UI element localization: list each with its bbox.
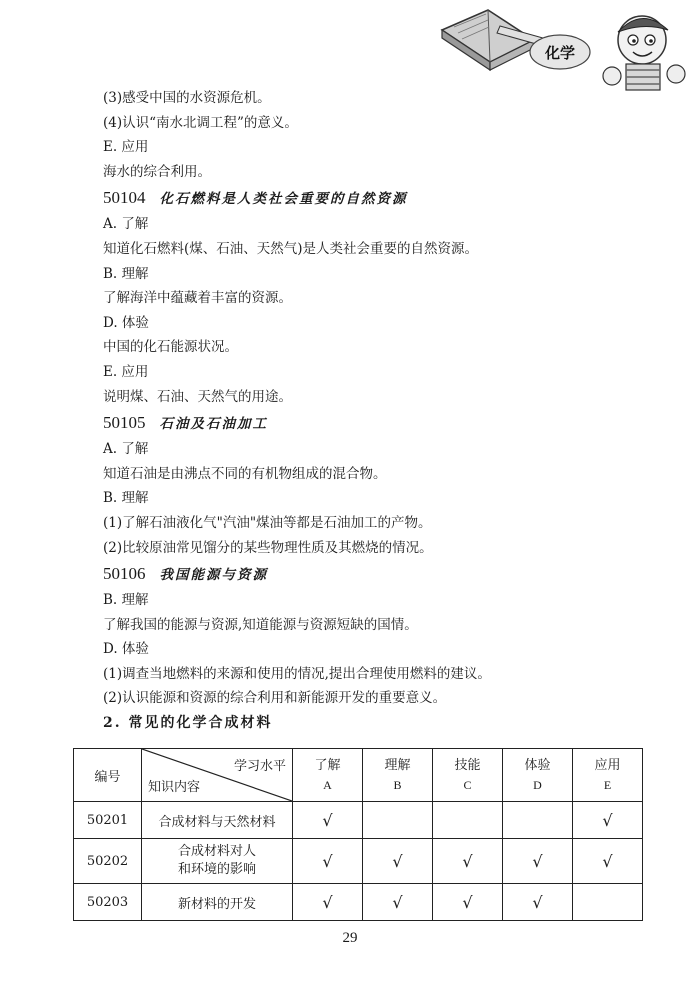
section-code: 50104 — [103, 188, 146, 208]
text-line: 知道化石燃料(煤、石油、天然气)是人类社会重要的自然资源。 — [103, 240, 479, 257]
header-level-e — [573, 749, 643, 802]
check-mark: √ — [293, 839, 363, 884]
text-line: 中国的化石能源状况。 — [103, 339, 238, 356]
check-mark: √ — [363, 884, 433, 921]
text-line: (2)认识能源和资源的综合利用和新能源开发的重要意义。 — [103, 690, 447, 707]
level-letter: B — [393, 778, 402, 792]
table-row — [74, 802, 643, 839]
section-heading-50105 — [103, 410, 623, 436]
table-row — [74, 884, 643, 921]
level-heading: B. 理解 — [103, 490, 149, 507]
level-letter: C — [463, 778, 472, 792]
header-level-b — [363, 749, 433, 802]
level-heading: B. 理解 — [103, 592, 149, 609]
header-illustration — [430, 0, 700, 92]
row-id: 50202 — [74, 839, 142, 884]
header-id: 编号 — [74, 749, 142, 802]
level-name: 理解 — [384, 758, 411, 773]
header-level-d — [503, 749, 573, 802]
level-letter: D — [533, 778, 542, 792]
text-line: (2)比较原油常见馏分的某些物理性质及其燃烧的情况。 — [103, 539, 433, 556]
check-mark: √ — [293, 884, 363, 921]
row-content: 合成材料与天然材料 — [142, 802, 293, 839]
cartoon-character-icon — [603, 16, 685, 90]
text-line: 说明煤、石油、天然气的用途。 — [103, 388, 292, 405]
check-mark: √ — [363, 839, 433, 884]
table-header-row — [74, 749, 643, 802]
check-mark — [363, 802, 433, 839]
header-learning-level: 学习水平 — [233, 759, 286, 774]
section-title: 我国能源与资源 — [159, 567, 268, 584]
check-mark — [503, 802, 573, 839]
section-code: 50105 — [103, 413, 146, 433]
level-heading: E. 应用 — [103, 363, 149, 380]
level-heading: E. 应用 — [103, 139, 149, 156]
text-line: 了解海洋中蕴藏着丰富的资源。 — [103, 290, 292, 307]
table-row — [74, 839, 643, 884]
check-mark: √ — [573, 802, 643, 839]
main-content — [103, 86, 623, 711]
text-line: (1)调查当地燃料的来源和使用的情况,提出合理使用燃料的建议。 — [103, 665, 491, 682]
header-level-a — [293, 749, 363, 802]
section-title: 石油及石油加工 — [159, 416, 268, 433]
check-mark — [433, 802, 503, 839]
check-mark: √ — [433, 839, 503, 884]
level-letter: E — [603, 778, 612, 792]
level-name: 体验 — [524, 758, 551, 773]
row-id: 50201 — [74, 802, 142, 839]
level-heading: D. 体验 — [103, 641, 149, 658]
header-knowledge-content: 知识内容 — [148, 780, 201, 795]
check-mark: √ — [503, 839, 573, 884]
text-line: (1)了解石油液化气"汽油"煤油等都是石油加工的产物。 — [103, 514, 432, 531]
check-mark: √ — [573, 839, 643, 884]
subsection-heading: 2. 常见的化学合成材料 — [103, 715, 273, 731]
level-letter: A — [323, 778, 332, 792]
check-mark: √ — [503, 884, 573, 921]
section-heading-50106 — [103, 561, 623, 587]
page-number: 29 — [342, 930, 358, 946]
row-id: 50203 — [74, 884, 142, 921]
check-mark: √ — [293, 802, 363, 839]
learning-standards-table — [73, 748, 643, 921]
text-line: 了解我国的能源与资源,知道能源与资源短缺的国情。 — [103, 616, 418, 633]
level-heading: B. 理解 — [103, 265, 149, 282]
check-mark — [573, 884, 643, 921]
section-heading-50104 — [103, 185, 623, 211]
section-title: 化石燃料是人类社会重要的自然资源 — [159, 191, 408, 208]
text-line: 海水的综合利用。 — [103, 163, 211, 180]
level-heading: D. 体验 — [103, 314, 149, 331]
header-diagonal-cell — [142, 749, 293, 802]
row-content: 新材料的开发 — [142, 884, 293, 921]
header-level-c — [433, 749, 503, 802]
level-heading: A. 了解 — [103, 216, 149, 233]
level-name: 了解 — [314, 758, 341, 773]
text-line: (4)认识“南水北调工程”的意义。 — [103, 114, 298, 131]
text-line: 知道石油是由沸点不同的有机物组成的混合物。 — [103, 465, 387, 482]
level-name: 技能 — [454, 758, 481, 773]
subject-badge: 化学 — [544, 44, 576, 62]
level-heading: A. 了解 — [103, 441, 149, 458]
check-mark: √ — [433, 884, 503, 921]
level-name: 应用 — [594, 758, 621, 773]
row-content: 合成材料对人 和环境的影响 — [142, 839, 293, 884]
text-line: (3)感受中国的水资源危机。 — [103, 90, 271, 106]
section-code: 50106 — [103, 564, 146, 584]
